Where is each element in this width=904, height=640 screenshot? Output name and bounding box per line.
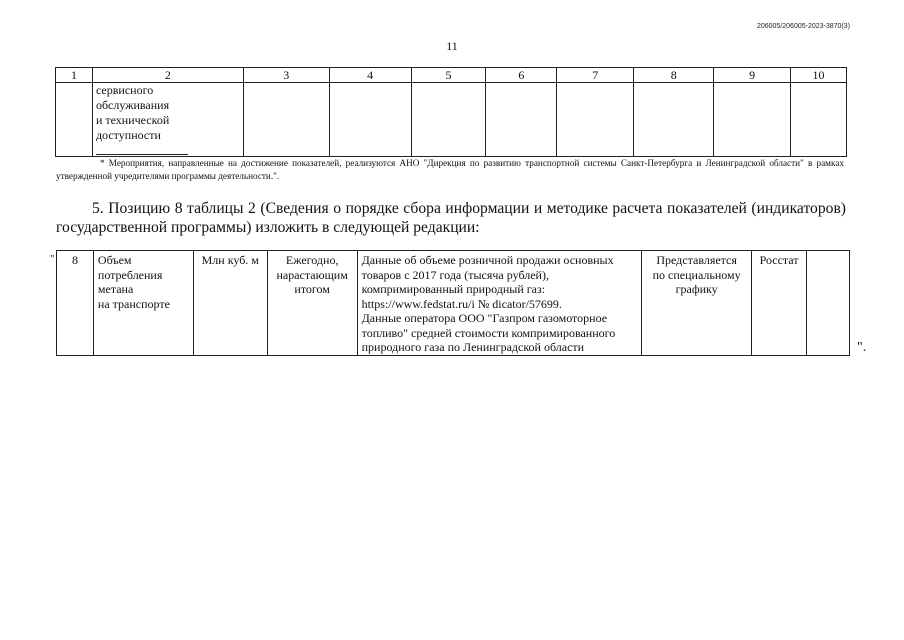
- footnote-separator: [96, 154, 188, 155]
- table-cell: [634, 83, 714, 157]
- table-cell: [411, 83, 486, 157]
- responsible-body: Росстат: [752, 251, 807, 356]
- closing-quote: ".: [857, 340, 867, 355]
- table-cell: [329, 83, 411, 157]
- table-cell: [486, 83, 557, 157]
- table-row: [56, 83, 847, 157]
- unit-of-measure: Млн куб. м: [193, 251, 267, 356]
- table-cell: [92, 83, 243, 157]
- table-cell: [56, 83, 93, 157]
- document-id: 206005/206005-2023-3870(3): [756, 23, 850, 30]
- table-cell: [791, 83, 847, 157]
- column-number-4: 4: [329, 68, 411, 83]
- column-number-3: 3: [243, 68, 329, 83]
- calculation-method: Данные об объеме розничной продажи основных товаров с 2017 года (тысяча рублей), компримированный природный газ: https://www.fedstat.ru/i № dicator/57699. Данные оператора ООО "Газпром газомоторное топливо" средней стоимости компримированного природного газа по Ленинградской области: [357, 251, 642, 356]
- row-continuation-text: сервисного обслуживания и технической доступности: [95, 83, 170, 142]
- column-number-5: 5: [411, 68, 486, 83]
- position-number: 8: [57, 251, 94, 356]
- column-number-2: 2: [92, 68, 243, 83]
- replacement-table: [56, 250, 850, 356]
- column-number-7: 7: [557, 68, 634, 83]
- column-number-9: 9: [714, 68, 791, 83]
- column-number-6: 6: [486, 68, 557, 83]
- indicator-name: Объем потребления метана на транспорте: [93, 251, 193, 356]
- data-timing: Представляется по специальному графику: [642, 251, 752, 356]
- table-cell: [714, 83, 791, 157]
- opening-quote: ": [50, 253, 55, 265]
- column-number-1: 1: [56, 68, 93, 83]
- column-number-10: 10: [791, 68, 847, 83]
- table-cell: [243, 83, 329, 157]
- column-number-8: 8: [634, 68, 714, 83]
- table-row: [57, 251, 850, 356]
- amendment-paragraph: 5. Позицию 8 таблицы 2 (Сведения о порядке сбора информации и методике расчета показателей (индикаторов) государственной программы) изложить в следующей редакции:: [56, 200, 846, 236]
- column-number-row: [56, 68, 847, 83]
- frequency: Ежегодно, нарастающим итогом: [267, 251, 357, 356]
- footnote: * Мероприятия, направленные на достижение показателей, реализуются АНО "Дирекция по развитию транспортной системы Санкт-Петербурга и Ленинградской области" в рамках утвержденной учредителями программы деятельности.".: [56, 158, 844, 181]
- table-cell: [807, 251, 850, 356]
- continued-table: [55, 67, 847, 157]
- table-cell: [557, 83, 634, 157]
- page-number: 11: [446, 39, 458, 53]
